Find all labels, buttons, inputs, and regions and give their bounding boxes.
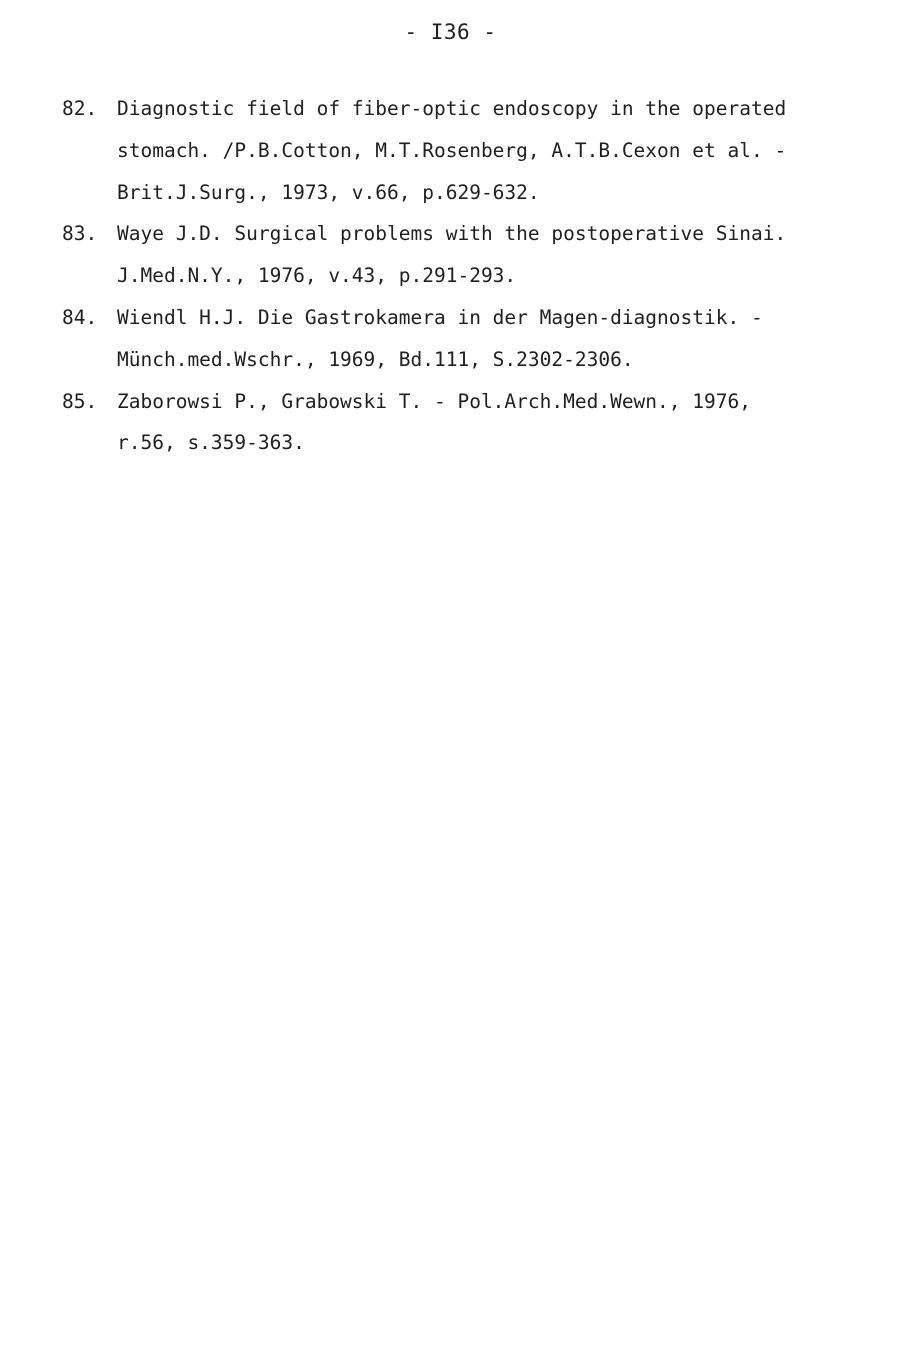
reference-number: 82. bbox=[62, 97, 98, 120]
page-number: - I36 - bbox=[404, 20, 497, 44]
reference-text-line: Münch.med.Wschr., 1969, Bd.111, S.2302-2306. bbox=[117, 347, 634, 371]
reference-item bbox=[62, 381, 852, 465]
reference-text-line: Wiendl H.J. Die Gastrokamera in der Magen-diagnostik. - bbox=[117, 305, 763, 329]
reference-list bbox=[62, 88, 852, 464]
reference-number: 84. bbox=[62, 305, 98, 329]
reference-item bbox=[62, 88, 852, 213]
reference-text-line: Zaborowsi P., Grabowski T. - Pol.Arch.Med.Wewn., 1976, bbox=[117, 389, 751, 413]
reference-text-line: Diagnostic field of fiber-optic endoscopy in the operated bbox=[117, 97, 787, 120]
reference-number: 85. bbox=[62, 389, 98, 413]
reference-number: 83. bbox=[62, 222, 98, 246]
reference-text-line: stomach. /P.B.Cotton, M.T.Rosenberg, A.T.B.Cexon et al. - bbox=[117, 138, 787, 162]
reference-text-line: Brit.J.Surg., 1973, v.66, p.629-632. bbox=[117, 180, 540, 204]
reference-text-line: J.Med.N.Y., 1976, v.43, p.291-293. bbox=[117, 264, 517, 288]
reference-item bbox=[62, 297, 852, 381]
reference-text-line: Waye J.D. Surgical problems with the postoperative Sinai. bbox=[117, 222, 787, 246]
reference-text-line: r.56, s.359-363. bbox=[117, 431, 305, 455]
reference-item bbox=[62, 213, 852, 297]
